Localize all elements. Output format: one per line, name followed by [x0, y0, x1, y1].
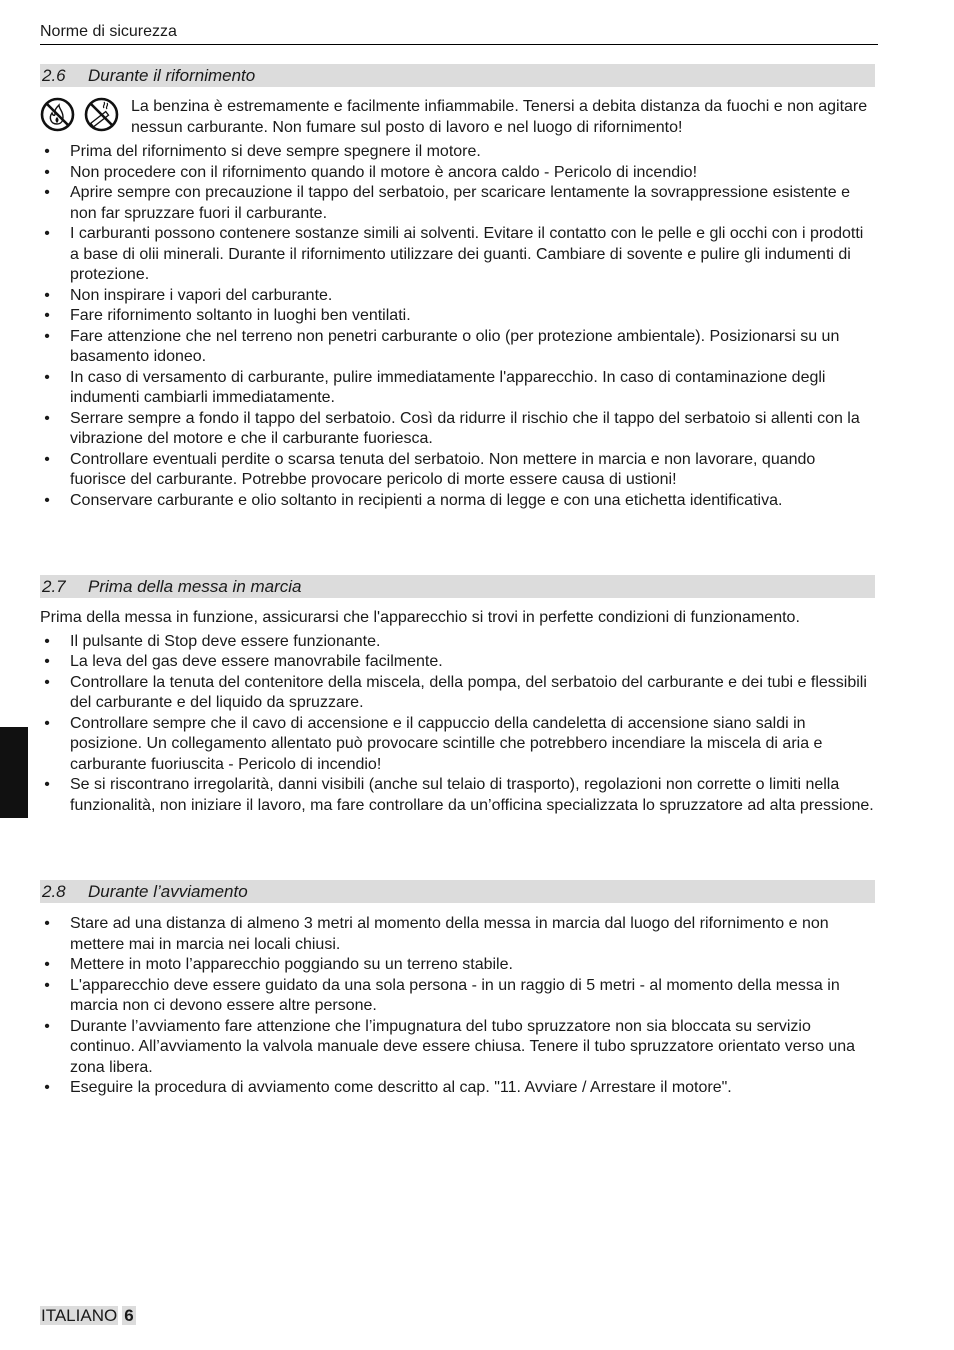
list-item: • L'apparecchio deve essere guidato da una sola persona - in un raggio di 5 metri - al momento della messa in marcia non ci devono essere altre persone. [44, 976, 840, 1014]
list-item: • Durante l’avviamento fare attenzione che l’impugnatura del tubo spruzzatore non sia bloccata su servizio continuo. All’avviamento la valvola manuale deve essere chiusa. Tenere il tubo spruzzatore orientato verso una zona libera. [44, 1017, 856, 1076]
section-2-6-title: Durante il rifornimento [88, 66, 256, 85]
list-item: • Conservare carburante e olio soltanto in recipienti a norma di legge e con una etichetta identificativa. [44, 491, 783, 509]
running-header [40, 22, 878, 45]
list-item: • Eseguire la procedura di avviamento come descritto al cap. "11. Avviare / Arrestare il motore". [44, 1079, 732, 1096]
no-fire-icon [42, 99, 73, 130]
warning-text: La benzina è estremamente e facilmente infiammabile. Tenersi a debita distanza da fuochi e non agitare nessun carburante. Non fumare sul posto di lavoro e nel luogo di rifornimento! [131, 98, 868, 136]
list-item: • Prima del rifornimento si deve sempre spegnere il motore. [44, 143, 481, 160]
section-2-6-number: 2.6 [42, 66, 66, 85]
no-smoking-icon [86, 99, 117, 130]
footer-language: ITALIANO [41, 1306, 118, 1325]
section-2-8-body [40, 914, 875, 1099]
section-2-7-heading [40, 575, 875, 598]
list-item: • Se si riscontrano irregolarità, danni visibili (anche sul telaio di trasporto), regolazioni non corrette o limiti nella funzionalità, non iniziare il lavoro, ma fare controllare da un’officina specializzata lo spruzzatore ad alta pressione. [44, 776, 874, 814]
section-2-7-intro: Prima della messa in funzione, assicurarsi che l'apparecchio si trovi in perfette condizioni di funzionamento. [40, 609, 800, 626]
list-item: • Il pulsante di Stop deve essere funzionante. [44, 632, 381, 650]
running-header-title: Norme di sicurezza [40, 23, 177, 40]
list-item: • Fare attenzione che nel terreno non penetri carburante o olio (per protezione ambientale). Posizionarsi su un basamento idoneo. [44, 327, 840, 365]
list-item: • Stare ad una distanza di almeno 3 metri al momento della messa in marcia dal luogo del rifornimento e non mettere mai in marcia nei locali chiusi. [44, 915, 829, 953]
list-item: • I carburanti possono contenere sostanze simili ai solventi. Evitare il contatto con le pelle e gli occhi con i prodotti a base di olii minerali. Durante il rifornimento utilizzare dei guanti. Cambiare di sovente e pulire gli indumenti di protezione. [44, 225, 864, 283]
section-2-8-number: 2.8 [42, 882, 66, 901]
list-item: • Controllare sempre che il cavo di accensione e il cappuccio della candeletta di accensione siano saldi in posizione. Un collegamento allentato può provocare scintille che potrebbero incendiare la miscela di aria e carburante fuoriuscita - Pericolo di incendio! [44, 714, 823, 773]
list-item: • Fare rifornimento soltanto in luoghi ben ventilati. [44, 307, 411, 324]
language-thumb-tab [0, 727, 28, 818]
section-2-6-list [40, 142, 875, 511]
section-2-8-title: Durante l’avviamento [88, 882, 248, 901]
list-item: • Serrare sempre a fondo il tappo del serbatoio. Così da ridurre il rischio che il tappo del serbatoio si allenti con la vibrazione del motore e che il carburante fuoriesca. [44, 409, 860, 447]
section-2-8-heading [40, 880, 875, 903]
section-2-8-list [40, 914, 875, 1099]
page-footer [40, 1305, 136, 1327]
section-2-7-title: Prima della messa in marcia [88, 577, 302, 596]
list-item: • Aprire sempre con precauzione il tappo del serbatoio, per scaricare lentamente la sovrappressione esistente e non far spruzzare fuori il carburante. [44, 184, 850, 222]
section-2-6-body [40, 142, 875, 511]
page-number: 6 [124, 1306, 134, 1325]
list-item: • Controllare la tenuta del contenitore della miscela, della pompa, del serbatoio del carburante e dei tubi e flessibili del carburante e del liquido da spruzzare. [44, 673, 867, 711]
section-2-7-number: 2.7 [42, 577, 66, 596]
list-item: • La leva del gas deve essere manovrabile facilmente. [44, 653, 443, 670]
section-2-6-heading [40, 64, 875, 87]
section-2-7-list [40, 632, 875, 817]
list-item: • Controllare eventuali perdite o scarsa tenuta del serbatoio. Non mettere in marcia e non lavorare, quando fuorisce del carburante. Potrebbe provocare pericolo di morte essere causa di ustioni! [44, 450, 816, 488]
list-item: • Non procedere con il rifornimento quando il motore è ancora caldo - Pericolo di incendio! [44, 163, 698, 181]
list-item: • Non inspirare i vapori del carburante. [44, 286, 333, 304]
section-2-7-body [40, 608, 875, 816]
list-item: • Mettere in moto l’apparecchio poggiando su un terreno stabile. [44, 956, 513, 973]
warning-icons [40, 97, 120, 133]
list-item: • In caso di versamento di carburante, pulire immediatamente l'apparecchio. In caso di contaminazione degli indumenti cambiarli immediatamente. [44, 368, 826, 406]
